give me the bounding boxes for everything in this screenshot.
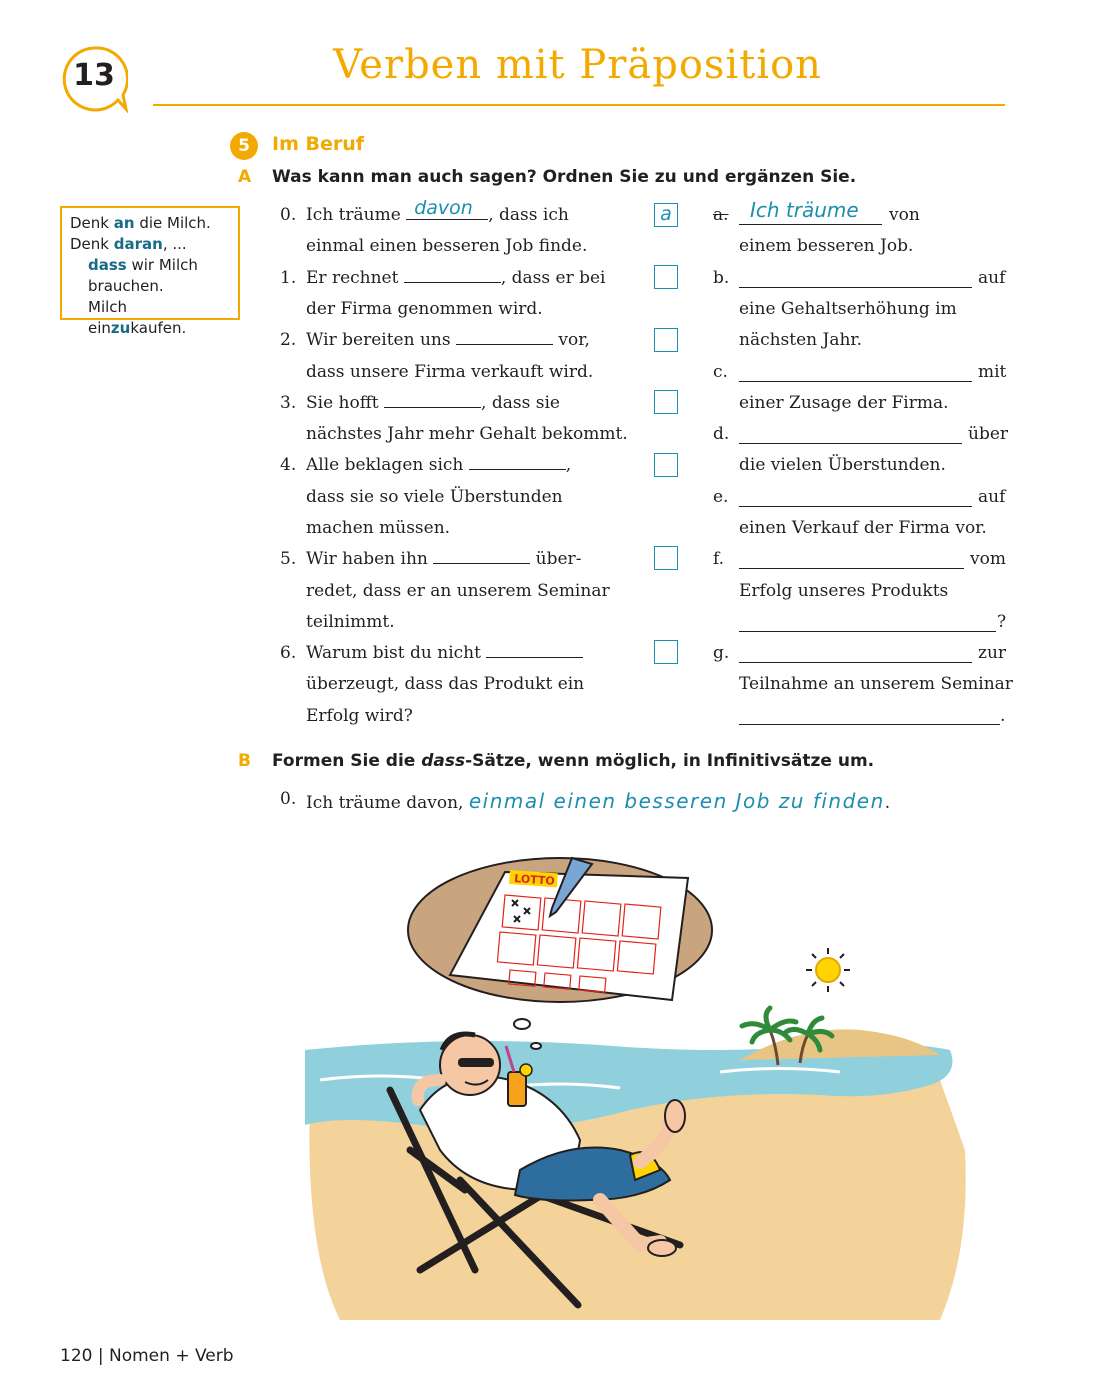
answer-box[interactable] xyxy=(654,640,678,664)
option-letter: g. xyxy=(713,643,730,663)
option-preposition: mit xyxy=(978,362,1007,382)
item-sentence: Erfolg wird? xyxy=(306,706,413,726)
option-letter: f. xyxy=(713,549,725,569)
option-letter: a. xyxy=(713,205,729,225)
item-sentence: nächstes Jahr mehr Gehalt bekommt. xyxy=(306,424,628,444)
answer-box[interactable] xyxy=(654,265,678,289)
example-answer: einmal einen besseren Job zu finden xyxy=(468,789,885,813)
option-preposition: auf xyxy=(978,487,1006,507)
answer-line[interactable] xyxy=(739,224,882,225)
option-punctuation: . xyxy=(1000,706,1006,726)
example-sentence: Ich träume davon, einmal einen besseren Job zu finden. xyxy=(306,789,891,813)
chapter-name: Nomen + Verb xyxy=(109,1346,234,1366)
item-sentence: dass sie so viele Überstunden xyxy=(306,487,563,507)
option-letter: c. xyxy=(713,362,728,382)
answer-blank[interactable] xyxy=(456,330,553,345)
answer-box-value: a xyxy=(660,203,672,225)
item-sentence: der Firma genommen wird. xyxy=(306,299,543,319)
item-number: 0. xyxy=(280,205,297,225)
option-fill: Ich träume xyxy=(750,198,859,222)
item-sentence: Ich träume davon , dass ich xyxy=(306,197,569,225)
item-sentence: machen müssen. xyxy=(306,518,451,538)
tip-box xyxy=(60,206,240,337)
item-sentence: Warum bist du nicht xyxy=(306,643,583,663)
tip-line: dass wir Milch xyxy=(88,256,198,274)
sun-icon xyxy=(806,948,850,992)
answer-line[interactable] xyxy=(739,287,972,288)
answer-line[interactable] xyxy=(739,443,962,444)
exercise-title: Im Beruf xyxy=(272,133,365,155)
item-sentence: Er rechnet , dass er bei xyxy=(306,268,606,288)
item-sentence: Wir bereiten uns vor, xyxy=(306,330,590,350)
beach-illustration xyxy=(300,850,980,1330)
option-preposition: zur xyxy=(978,643,1007,663)
answer-line[interactable] xyxy=(739,568,964,569)
page-footer: 120 | Nomen + Verb xyxy=(60,1346,234,1366)
item-number: 1. xyxy=(280,268,297,288)
option-text: die vielen Überstunden. xyxy=(739,455,946,475)
item-sentence: Sie hofft , dass sie xyxy=(306,393,560,413)
part-b-letter: B xyxy=(238,751,251,771)
item-sentence: teilnimmt. xyxy=(306,612,395,632)
answer-blank[interactable]: davon xyxy=(406,205,488,220)
answer-blank[interactable] xyxy=(404,268,501,283)
option-preposition: über xyxy=(968,424,1009,444)
item-sentence: redet, dass er an unserem Seminar xyxy=(306,581,610,601)
item-sentence: Wir haben ihn über- xyxy=(306,549,582,569)
option-letter: e. xyxy=(713,487,729,507)
lotto-label: LOTTO xyxy=(513,872,556,888)
item-number: 3. xyxy=(280,393,297,413)
answer-box[interactable] xyxy=(654,453,678,477)
title-divider xyxy=(153,104,1005,106)
tip-line: brauchen. xyxy=(88,277,164,295)
option-letter: d. xyxy=(713,424,730,444)
exercise-number: 5 xyxy=(230,132,258,160)
answer-blank[interactable] xyxy=(486,643,583,658)
option-text: nächsten Jahr. xyxy=(739,330,863,350)
answer-blank[interactable] xyxy=(433,549,530,564)
option-text: einen Verkauf der Firma vor. xyxy=(739,518,987,538)
item-sentence: einmal einen besseren Job finde. xyxy=(306,236,588,256)
tip-line: Denk an die Milch. xyxy=(70,214,211,232)
answer-blank[interactable] xyxy=(384,393,481,408)
item-number: 2. xyxy=(280,330,297,350)
option-text: Erfolg unseres Produkts xyxy=(739,581,949,601)
part-b-instruction: Formen Sie die dass-Sätze, wenn möglich, in Infinitivsätze um. xyxy=(272,751,875,771)
answer-line[interactable] xyxy=(739,631,996,632)
answer-box[interactable] xyxy=(654,328,678,352)
item-sentence: Alle beklagen sich , xyxy=(306,455,572,475)
option-text: Teilnahme an unserem Seminar xyxy=(739,674,1013,694)
answer-line[interactable] xyxy=(739,506,972,507)
answer-line[interactable] xyxy=(739,662,972,663)
tip-line: Denk daran, ... xyxy=(70,235,187,253)
drink-icon xyxy=(508,1072,526,1106)
answer-box[interactable] xyxy=(654,546,678,570)
answer-line[interactable] xyxy=(739,724,1000,725)
option-preposition: von xyxy=(889,205,920,225)
answer-box[interactable] xyxy=(654,390,678,414)
tip-line: Milch einzukaufen. xyxy=(88,298,187,337)
option-text: einer Zusage der Firma. xyxy=(739,393,949,413)
answer-line[interactable] xyxy=(739,381,972,382)
option-text: einem besseren Job. xyxy=(739,236,914,256)
item-sentence: dass unsere Firma verkauft wird. xyxy=(306,362,594,382)
option-text: eine Gehaltserhöhung im xyxy=(739,299,957,319)
part-a-letter: A xyxy=(238,167,252,187)
part-a-instruction: Was kann man auch sagen? Ordnen Sie zu und ergänzen Sie. xyxy=(272,167,857,187)
page-number: 120 xyxy=(60,1346,93,1366)
option-preposition: auf xyxy=(978,268,1006,288)
item-sentence: überzeugt, dass das Produkt ein xyxy=(306,674,585,694)
chapter-number: 13 xyxy=(73,58,115,93)
answer-blank[interactable] xyxy=(469,455,566,470)
option-preposition: vom xyxy=(970,549,1006,569)
example-number: 0. xyxy=(280,789,297,809)
item-number: 4. xyxy=(280,455,297,475)
option-letter: b. xyxy=(713,268,730,288)
item-number: 5. xyxy=(280,549,297,569)
option-punctuation: ? xyxy=(997,612,1007,632)
page-title: Verben mit Präposition xyxy=(333,42,822,88)
item-number: 6. xyxy=(280,643,297,663)
